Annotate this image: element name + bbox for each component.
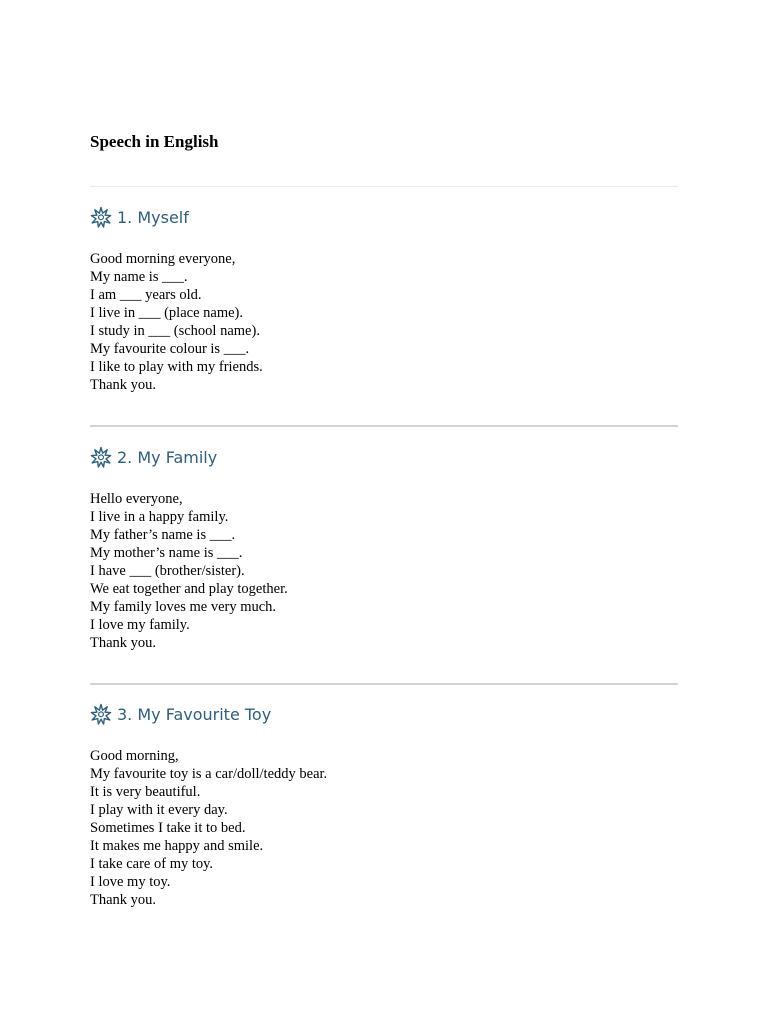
speech-line: Good morning,	[90, 748, 179, 764]
section-heading-label: 3. My Favourite Toy	[117, 704, 272, 724]
section-heading-myself	[90, 205, 189, 229]
speech-line: My mother’s name is ___.	[90, 545, 243, 561]
sparkle-icon	[90, 206, 112, 228]
speech-line: I like to play with my friends.	[90, 359, 263, 375]
section-heading-label: 2. My Family	[117, 447, 218, 467]
speech-line: Hello everyone,	[90, 491, 183, 507]
speech-line: My favourite colour is ___.	[90, 341, 250, 357]
speech-line: My name is ___.	[90, 269, 188, 285]
page-title: Speech in English	[90, 132, 219, 151]
divider	[90, 186, 678, 187]
speech-line: We eat together and play together.	[90, 581, 288, 597]
speech-body-my-family	[90, 490, 288, 652]
speech-line: My father’s name is ___.	[90, 527, 236, 543]
divider	[90, 683, 678, 685]
speech-line: Thank you.	[90, 377, 157, 393]
speech-body-myself	[90, 250, 263, 394]
speech-line: It makes me happy and smile.	[90, 838, 264, 854]
divider	[90, 425, 678, 427]
speech-line: I have ___ (brother/sister).	[90, 563, 245, 579]
sparkle-icon	[90, 446, 112, 468]
section-heading-my-family	[90, 445, 217, 469]
speech-line: I love my toy.	[90, 874, 171, 890]
speech-line: I live in a happy family.	[90, 509, 229, 525]
speech-line: Thank you.	[90, 892, 157, 908]
speech-line: It is very beautiful.	[90, 784, 201, 800]
section-heading-my-favourite-toy	[90, 702, 271, 726]
speech-line: Good morning everyone,	[90, 251, 236, 267]
speech-line: My family loves me very much.	[90, 599, 277, 615]
speech-line: Thank you.	[90, 635, 157, 651]
speech-body-my-favourite-toy	[90, 747, 327, 909]
speech-line: I love my family.	[90, 617, 190, 633]
sparkle-icon	[90, 703, 112, 725]
speech-line: I am ___ years old.	[90, 287, 202, 303]
speech-line: I live in ___ (place name).	[90, 305, 243, 321]
speech-line: I take care of my toy.	[90, 856, 214, 872]
section-heading-label: 1. Myself	[117, 207, 189, 227]
speech-line: Sometimes I take it to bed.	[90, 820, 246, 836]
speech-line: My favourite toy is a car/doll/teddy bear.	[90, 766, 328, 782]
speech-line: I play with it every day.	[90, 802, 228, 818]
speech-line: I study in ___ (school name).	[90, 323, 260, 339]
